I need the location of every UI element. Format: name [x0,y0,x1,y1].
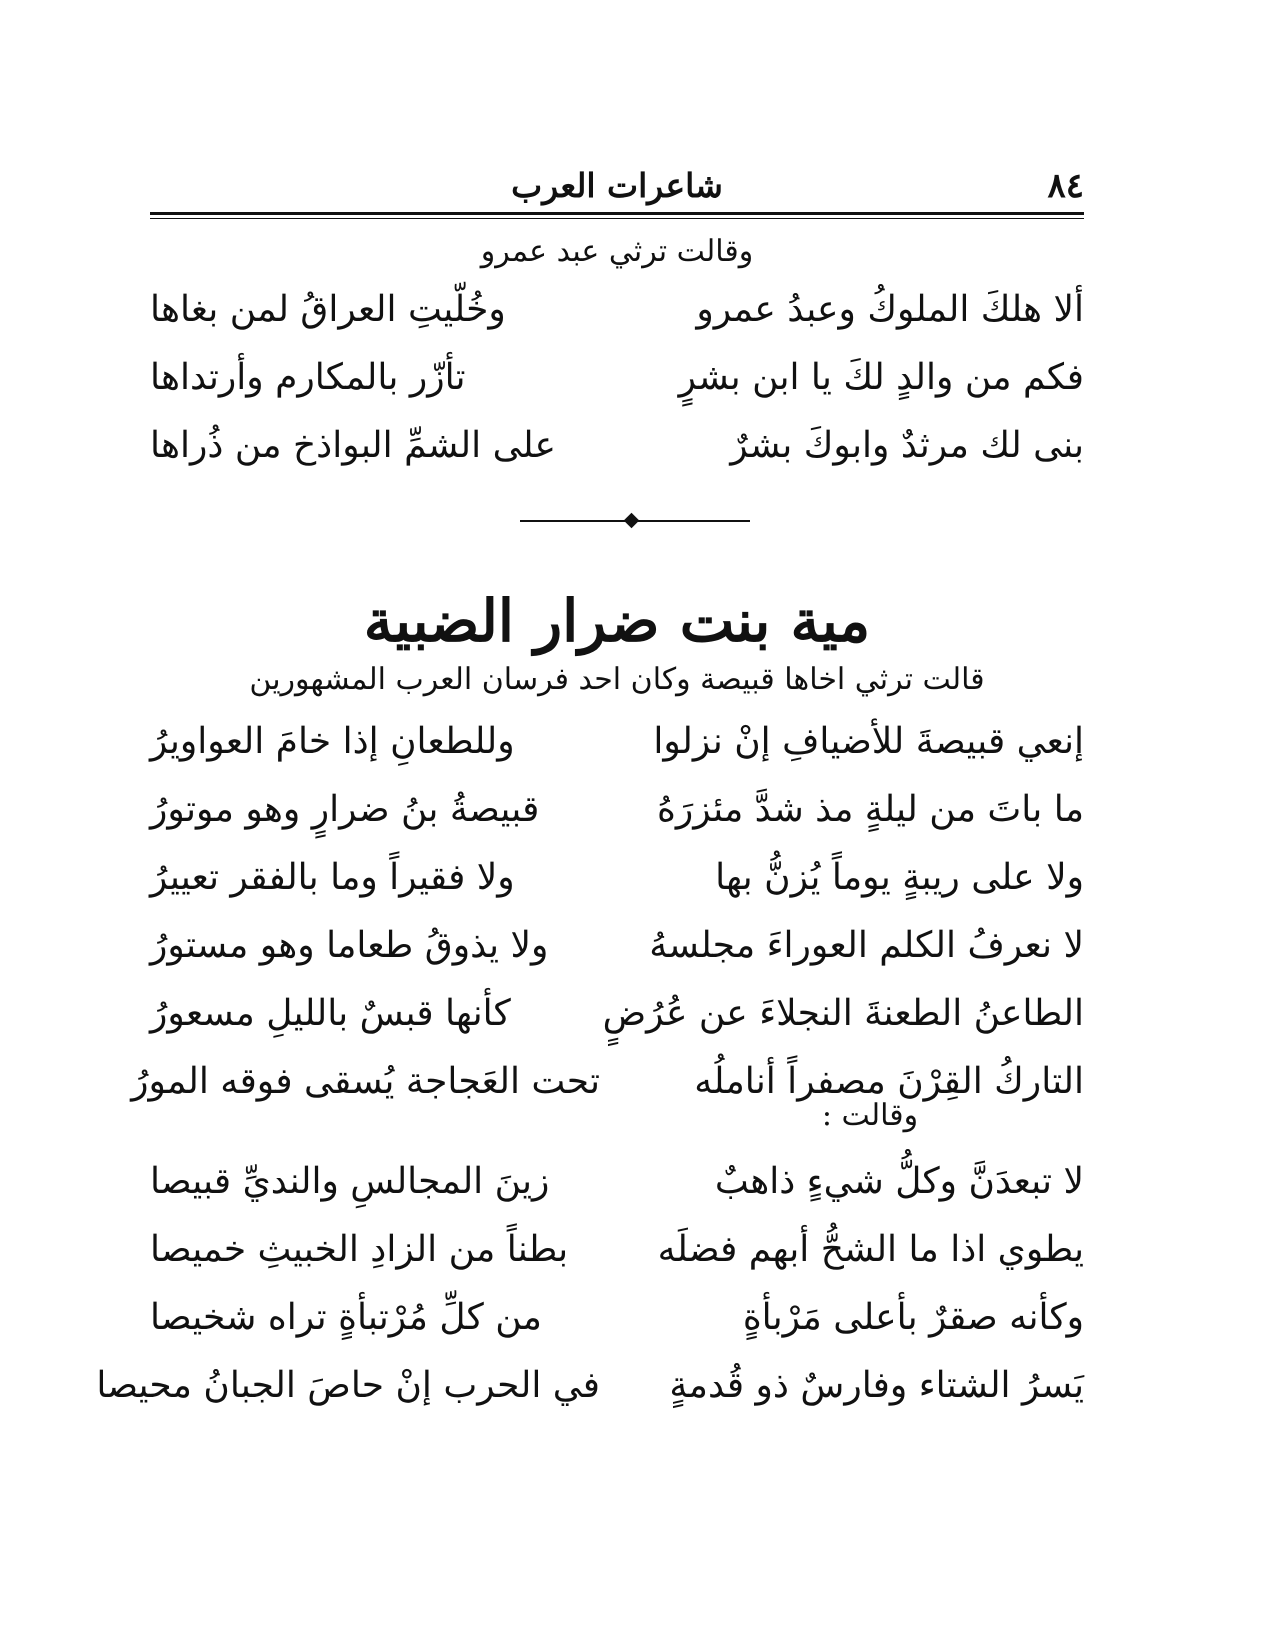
verse-first-hemistich: لا تبعدَنَّ وكلُّ شيءٍ ذاهبٌ [714,1161,1084,1202]
page-number: ٨٤ [1047,166,1084,206]
verse-second-hemistich: تحت العَجاجة يُسقى فوقه المورُ [131,1061,600,1102]
verse-second-hemistich: على الشمِّ البواذخ من ذُراها [150,425,556,466]
ornamental-divider [520,516,750,526]
verse-second-hemistich: قبيصةُ بنُ ضرارٍ وهو موتورُ [150,789,540,830]
verse-first-hemistich: بنى لك مرثدٌ وابوكَ بشرٌ [730,425,1084,466]
header-rule-thin [150,218,1084,219]
verse [150,1152,1084,1220]
verse-first-hemistich: ما باتَ من ليلةٍ مذ شدَّ مئزرَهُ [656,789,1084,830]
verse-first-hemistich: الطاعنُ الطعنةَ النجلاءَ عن عُرُضٍ [602,993,1084,1034]
verse-first-hemistich: ألا هلكَ الملوكُ وعبدُ عمرو [696,289,1084,330]
divider-diamond-icon [624,513,640,529]
verse-second-hemistich: وللطعانِ إذا خامَ العواويرُ [150,721,515,762]
section2-intro: قالت ترثي اخاها قبيصة وكان احد فرسان العرب المشهورين [249,662,985,697]
verse [150,712,1084,780]
section-title: مية بنت ضرار الضبية [363,587,871,655]
verse [150,348,1084,416]
verse [96,1356,1084,1424]
verse [150,280,1084,348]
section3-verses [96,1152,1084,1424]
verse-first-hemistich: ولا على ريبةٍ يوماً يُزنُّ بها [715,857,1084,898]
verse [150,780,1084,848]
section1-verses [150,280,1084,484]
verse [150,848,1084,916]
section2-verses [131,712,1084,1120]
verse-first-hemistich: وكأنه صقرٌ بأعلى مَرْبأةٍ [742,1297,1084,1338]
verse-second-hemistich: تأزّر بالمكارم وأرتداها [150,357,466,398]
verse-second-hemistich: في الحرب إنْ حاصَ الجبانُ محيصا [96,1365,600,1406]
verse-second-hemistich: وخُلّيتِ العراقُ لمن بغاها [150,289,506,330]
section1-intro: وقالت ترثي عبد عمرو [480,234,754,269]
verse-first-hemistich: يَسرُ الشتاء وفارسٌ ذو قُدمةٍ [669,1365,1084,1406]
verse [150,416,1084,484]
verse-first-hemistich: فكم من والدٍ لكَ يا ابن بشرٍ [678,357,1084,398]
verse [150,984,1084,1052]
running-title: شاعرات العرب [511,166,723,205]
verse-first-hemistich: إنعي قبيصةَ للأضيافِ إنْ نزلوا [653,721,1084,762]
verse [150,1220,1084,1288]
verse-second-hemistich: زينَ المجالسِ والنديِّ قبيصا [150,1161,550,1202]
verse [150,1288,1084,1356]
verse-second-hemistich: من كلِّ مُرْتبأةٍ تراه شخيصا [150,1297,542,1338]
verse-first-hemistich: يطوي اذا ما الشحُّ أبهم فضلَه [657,1229,1084,1270]
verse-first-hemistich: التاركُ القِرْنَ مصفراً أناملُه [694,1061,1084,1102]
verse-second-hemistich: ولا يذوقُ طعاما وهو مستورُ [150,925,549,966]
verse-second-hemistich: كأنها قبسٌ بالليلِ مسعورُ [150,993,511,1034]
verse-second-hemistich: ولا فقيراً وما بالفقر تعييرُ [150,857,515,898]
verse [131,1052,1084,1120]
header-rule [150,212,1084,215]
verse [150,916,1084,984]
section3-intro: وقالت : [821,1098,919,1133]
verse-second-hemistich: بطناً من الزادِ الخبيثِ خميصا [150,1229,569,1270]
page-header [150,166,1084,206]
verse-first-hemistich: لا نعرفُ الكلم العوراءَ مجلسهُ [649,925,1084,966]
